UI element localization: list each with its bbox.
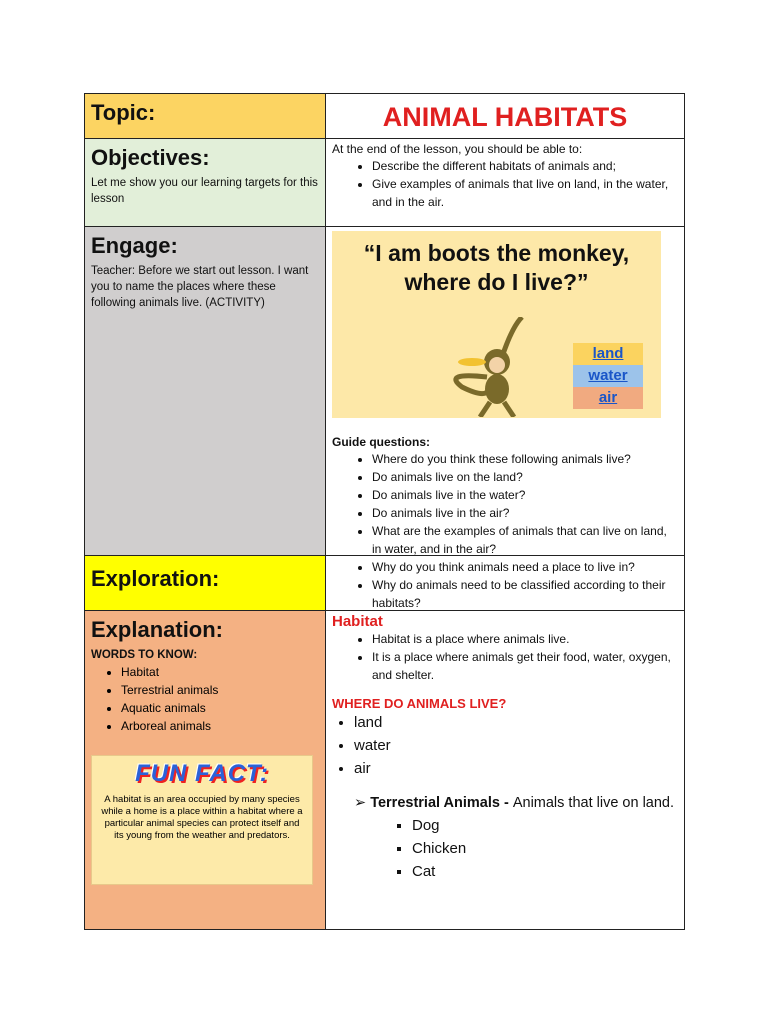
- list-item: • Give examples of animals that live on land, in the water, and in the air.: [372, 175, 678, 211]
- list-item: • land: [354, 711, 678, 734]
- list-item: • Do animals live in the air?: [372, 504, 678, 522]
- list-item: • air: [354, 757, 678, 780]
- list-item: • Aquatic animals: [121, 699, 319, 717]
- option-air[interactable]: air: [573, 387, 643, 409]
- objectives-intro: At the end of the lesson, you should be able to:: [332, 142, 583, 156]
- exploration-row: [85, 556, 684, 611]
- engage-row: [85, 227, 684, 556]
- list-item: ▪ Cat: [412, 860, 678, 883]
- monkey-quote: “I am boots the monkey, where do I live?”: [363, 240, 630, 295]
- list-item: • Habitat is a place where animals live.: [372, 630, 678, 648]
- engage-sub: Teacher: Before we start out lesson. I want you to name the places where these following animals live. (ACTIVITY): [91, 265, 309, 309]
- habitat-heading: Habitat: [332, 613, 383, 630]
- explanation-row: [85, 611, 684, 929]
- topic-row: [85, 94, 684, 139]
- list-item: • Describe the different habitats of animals and;: [372, 157, 678, 175]
- list-item: • It is a place where animals get their food, water, oxygen, and shelter.: [372, 648, 678, 684]
- list-item: • water: [354, 734, 678, 757]
- guide-title: Guide questions:: [332, 435, 431, 449]
- objectives-label: Objectives:: [91, 145, 210, 170]
- topic-label: Topic:: [91, 100, 156, 125]
- where-heading: WHERE DO ANIMALS LIVE?: [332, 696, 507, 711]
- explanation-label: Explanation:: [91, 617, 224, 642]
- list-item: • Where do you think these following animals live?: [372, 450, 678, 468]
- list-item: • Arboreal animals: [121, 717, 319, 735]
- list-item: • What are the examples of animals that can live on land, in water, and in the air?: [372, 522, 678, 558]
- terrestrial-label: Terrestrial Animals -: [370, 795, 513, 811]
- list-item: ▪ Dog: [412, 814, 678, 837]
- lesson-plan-table: [84, 93, 685, 930]
- monkey-activity-image: [332, 231, 661, 418]
- engage-label: Engage:: [91, 233, 178, 258]
- terrestrial-text: Animals that live on land.: [512, 795, 675, 811]
- fun-fact-text: A habitat is an area occupied by many species while a home is a place within a habitat where a particular animal species can protect itself and its young from the weather and predators.: [101, 794, 303, 841]
- objectives-sub: Let me show you our learning targets for this lesson: [91, 177, 318, 205]
- lesson-title: ANIMAL HABITATS: [382, 102, 628, 132]
- fun-fact-title: FUN FACT:: [135, 760, 269, 787]
- terrestrial-item: ➢ Terrestrial Animals - Animals that live on land.: [354, 795, 675, 811]
- monkey-icon: [442, 317, 562, 417]
- list-item: • Do animals live in the water?: [372, 486, 678, 504]
- list-item: • Why do you think animals need a place to live in?: [372, 558, 678, 576]
- list-item: ▪ Chicken: [412, 837, 678, 860]
- exploration-label: Exploration:: [91, 566, 220, 591]
- option-land[interactable]: land: [573, 343, 643, 365]
- list-item: • Why do animals need to be classified according to their habitats?: [372, 576, 678, 612]
- list-item: • Habitat: [121, 663, 319, 681]
- list-item: • Do animals live on the land?: [372, 468, 678, 486]
- objectives-row: [85, 139, 684, 227]
- list-item: • Terrestrial animals: [121, 681, 319, 699]
- fun-fact-box: [91, 755, 313, 885]
- words-title: WORDS TO KNOW:: [91, 649, 198, 661]
- option-water[interactable]: water: [573, 365, 643, 387]
